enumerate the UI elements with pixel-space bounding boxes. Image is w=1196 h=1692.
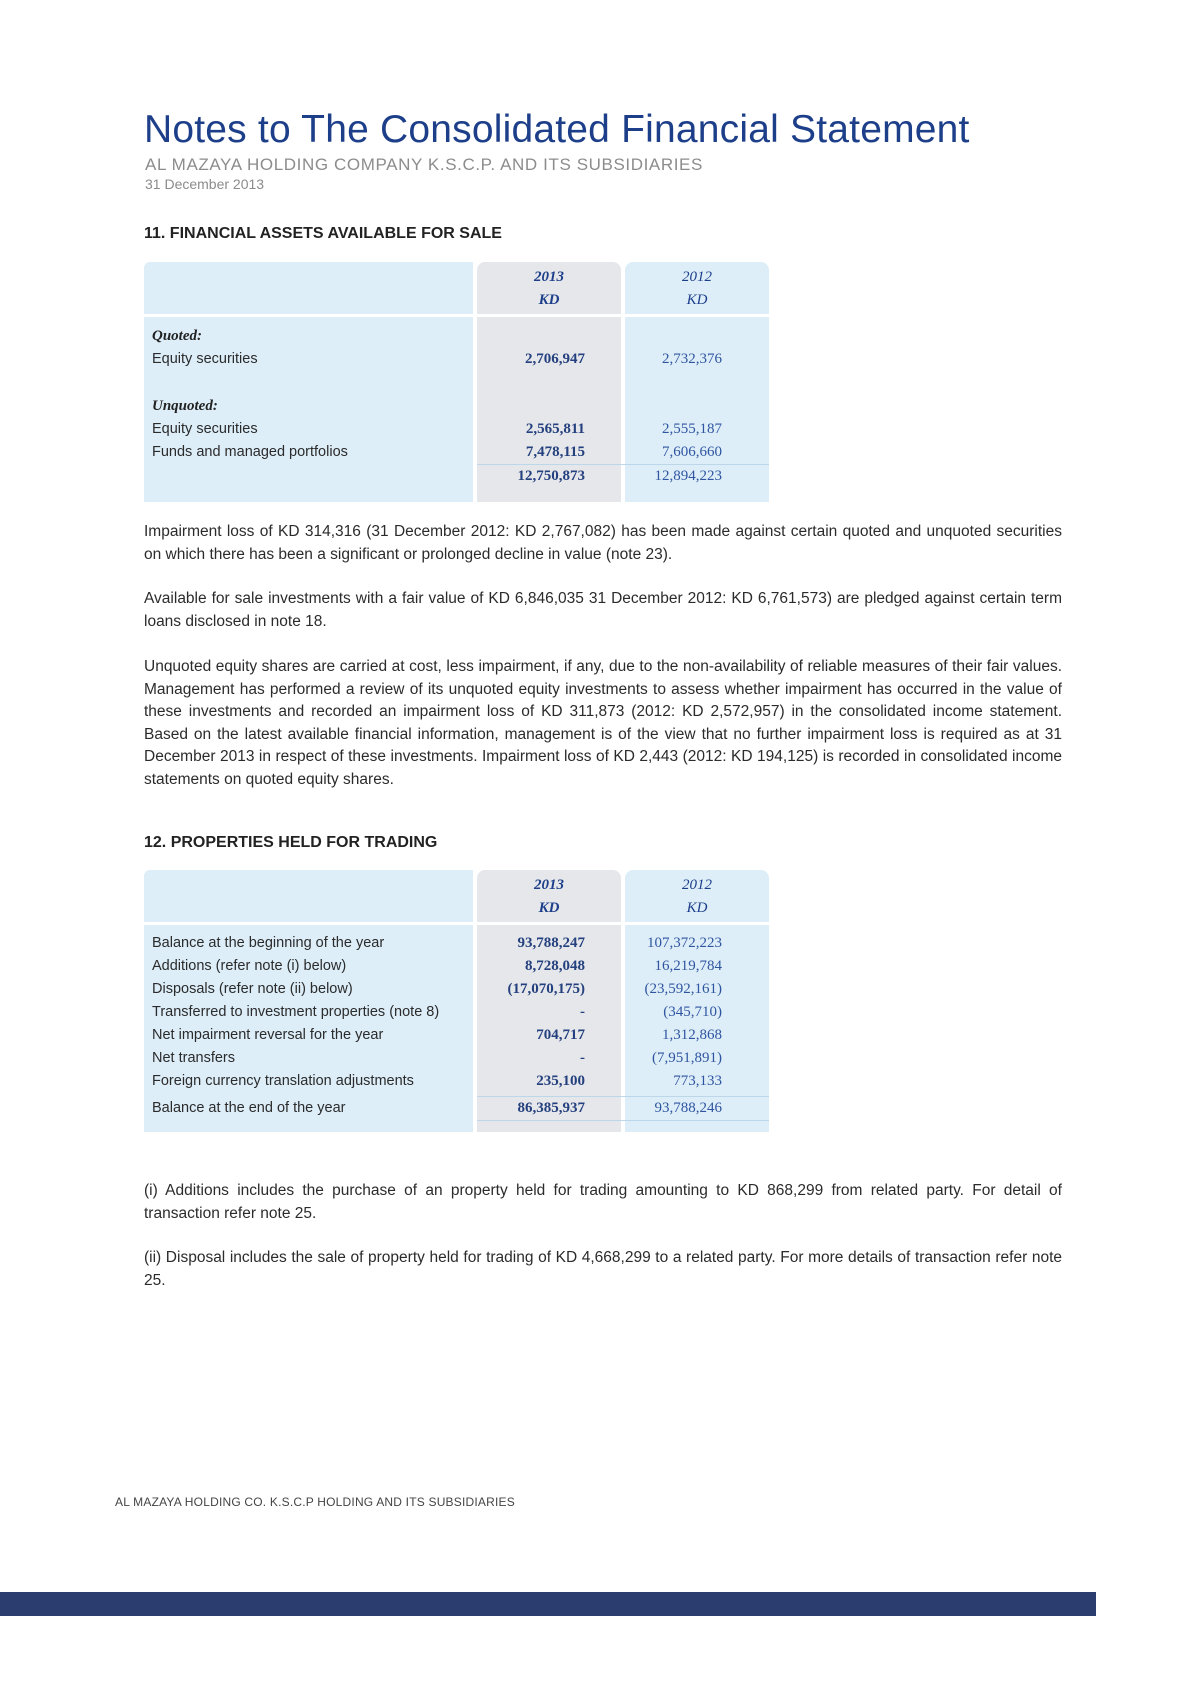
table-row bbox=[144, 418, 769, 441]
row-label: Quoted: bbox=[152, 328, 202, 344]
col-unit-2012: KD bbox=[686, 292, 708, 308]
table-row bbox=[144, 932, 769, 955]
col-year-2012: 2012 bbox=[682, 877, 712, 893]
value-2013: (17,070,175) bbox=[507, 981, 585, 997]
value-2012: (23,592,161) bbox=[644, 981, 722, 997]
value-2013: 2,706,947 bbox=[525, 351, 585, 367]
total-2013: 86,385,937 bbox=[517, 1100, 585, 1116]
value-2012: 7,606,660 bbox=[662, 444, 722, 460]
value-2013: - bbox=[580, 1004, 585, 1020]
col-unit-2013: KD bbox=[538, 292, 560, 308]
table-row bbox=[144, 1070, 769, 1093]
value-2013: 704,717 bbox=[536, 1027, 585, 1043]
value-2012: (345,710) bbox=[663, 1004, 722, 1020]
col-header-2012 bbox=[625, 870, 769, 922]
row-label: Foreign currency translation adjustments bbox=[152, 1073, 414, 1089]
value-2013: - bbox=[580, 1050, 585, 1066]
paragraph-unquoted: Unquoted equity shares are carried at cost, less impairment, if any, due to the non-availability of reliable measures of their fair values. Management has performed a review of its unquoted equity investments to assess whether impairment has occurred in the value of these investments and recorded an impairment loss of KD 311,873 (2012: KD 2,572,957) in the consolidated income statement. Based on the latest available financial information, management is of the view that no further impairment loss is required as at 31 December 2013 in respect of these investments. Impairment loss of KD 2,443 (2012: KD 194,125) is recorded in consolidated income statements on quoted equity shares. bbox=[144, 658, 1062, 788]
table-row bbox=[144, 1001, 769, 1024]
value-2012: 773,133 bbox=[673, 1073, 722, 1089]
total-2013: 12,750,873 bbox=[517, 468, 585, 484]
value-2013: 8,728,048 bbox=[525, 958, 585, 974]
col-unit-2012: KD bbox=[686, 900, 708, 916]
note-additions: (i) Additions includes the purchase of an property held for trading amounting to KD 868,299 from related party. For detail of transaction refer note 25. bbox=[144, 1182, 1062, 1222]
table-row-total bbox=[144, 465, 769, 488]
value-2012: 107,372,223 bbox=[647, 935, 722, 951]
col-year-2013: 2013 bbox=[534, 877, 564, 893]
row-label: Equity securities bbox=[152, 421, 258, 437]
table-row bbox=[144, 325, 769, 348]
row-label: Balance at the beginning of the year bbox=[152, 935, 385, 951]
value-2013: 93,788,247 bbox=[517, 935, 585, 951]
company-name: AL MAZAYA HOLDING COMPANY K.S.C.P. AND ITS SUBSIDIARIES bbox=[145, 155, 703, 174]
note-disposal: (ii) Disposal includes the sale of property held for trading of KD 4,668,299 to a related party. For more details of transaction refer note 25. bbox=[144, 1249, 1062, 1289]
row-label: Net impairment reversal for the year bbox=[152, 1027, 384, 1043]
value-2012: 1,312,868 bbox=[662, 1027, 722, 1043]
page-title: Notes to The Consolidated Financial Statement bbox=[144, 108, 970, 151]
value-2012: 2,555,187 bbox=[662, 421, 722, 437]
value-2013: 2,565,811 bbox=[525, 421, 585, 437]
row-label: Additions (refer note (i) below) bbox=[152, 958, 347, 974]
row-label: Balance at the end of the year bbox=[152, 1100, 346, 1116]
value-2013: 7,478,115 bbox=[525, 444, 585, 460]
table-row-total bbox=[144, 1097, 769, 1120]
paragraph-impairment: Impairment loss of KD 314,316 (31 December 2012: KD 2,767,082) has been made against certain quoted and unquoted securities on which there has been a significant or prolonged decline in value (note 23). bbox=[144, 523, 1062, 563]
value-2012: 2,732,376 bbox=[662, 351, 722, 367]
paragraph-pledged: Available for sale investments with a fair value of KD 6,846,035 31 December 2012: KD 6,761,573) are pledged against certain term loans disclosed in note 18. bbox=[144, 590, 1062, 630]
col-unit-2013: KD bbox=[538, 900, 560, 916]
col-header-2012 bbox=[625, 262, 769, 314]
total-2012: 93,788,246 bbox=[654, 1100, 722, 1116]
total-2012: 12,894,223 bbox=[654, 468, 722, 484]
table-row bbox=[144, 441, 769, 464]
value-2012: (7,951,891) bbox=[652, 1050, 722, 1066]
row-label: Unquoted: bbox=[152, 398, 218, 414]
col-header-2013 bbox=[477, 870, 621, 922]
footer-bar bbox=[0, 1592, 1096, 1616]
section-11-heading: 11. FINANCIAL ASSETS AVAILABLE FOR SALE bbox=[144, 225, 502, 242]
row-label: Disposals (refer note (ii) below) bbox=[152, 981, 353, 997]
row-label: Equity securities bbox=[152, 351, 258, 367]
total-underline bbox=[477, 1120, 769, 1121]
table-header-label-cell bbox=[144, 262, 473, 314]
table-row bbox=[144, 395, 769, 418]
row-label: Net transfers bbox=[152, 1050, 235, 1066]
table-properties-held bbox=[144, 870, 769, 1132]
row-label: Funds and managed portfolios bbox=[152, 444, 348, 460]
table-row bbox=[144, 978, 769, 1001]
table-header-label-cell bbox=[144, 870, 473, 922]
col-header-2013 bbox=[477, 262, 621, 314]
table-row bbox=[144, 1047, 769, 1070]
col-year-2012: 2012 bbox=[682, 269, 712, 285]
table-row bbox=[144, 348, 769, 371]
value-2012: 16,219,784 bbox=[654, 958, 722, 974]
value-2013: 235,100 bbox=[536, 1073, 585, 1089]
table-financial-assets bbox=[144, 262, 769, 502]
row-label: Transferred to investment properties (note 8) bbox=[152, 1004, 440, 1020]
col-year-2013: 2013 bbox=[534, 269, 564, 285]
table-row bbox=[144, 1024, 769, 1047]
section-12-heading: 12. PROPERTIES HELD FOR TRADING bbox=[144, 834, 438, 851]
statement-date: 31 December 2013 bbox=[145, 176, 265, 192]
table-row bbox=[144, 955, 769, 978]
footer-company: AL MAZAYA HOLDING CO. K.S.C.P HOLDING AND ITS SUBSIDIARIES bbox=[115, 1495, 515, 1509]
